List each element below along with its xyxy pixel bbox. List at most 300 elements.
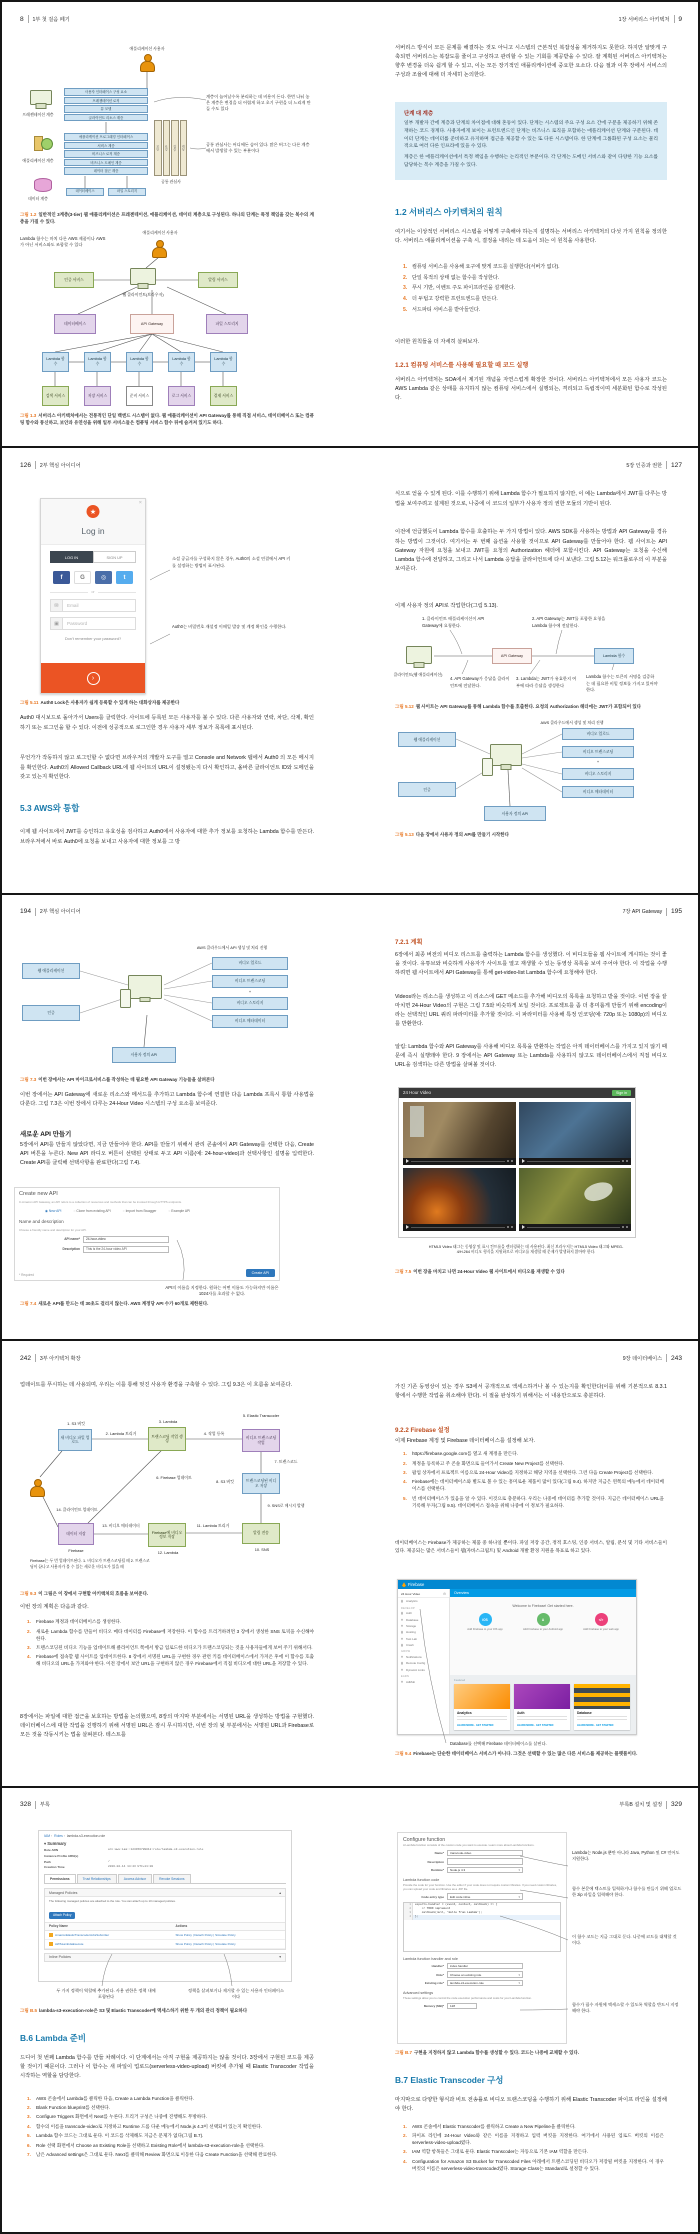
tab-trust[interactable]: Trust Relationships	[77, 1874, 117, 1883]
annotation: Lambda는 Node.js 뿐만 아니라 Java, Python 및 C# 언어도 지원한다.	[572, 1849, 680, 1861]
feature-box: 비디오 업로드	[562, 728, 634, 740]
page-header	[20, 1354, 81, 1362]
video-thumbnail	[519, 1168, 632, 1224]
password-placeholder: Password	[67, 621, 88, 627]
database-icon	[34, 178, 52, 192]
list-item: 서드파티 서비스를 받아들인다.	[412, 306, 481, 313]
page-194	[2, 895, 350, 1339]
arrow-icon: ›	[87, 672, 100, 685]
lock-icon: ▣	[51, 618, 63, 629]
annotation: 계층이 늘어날수록 분리하는 데 비용이 든다. 한번 나눠 놓은 계층은 변경을 더 어렵게 하고 초기 구현을 더 느리게 만들 수도 있다	[206, 94, 311, 112]
video-thumbnail	[403, 1102, 516, 1158]
table-header: Policy Name Actions	[45, 1922, 285, 1931]
figure-number: 그림 B.5	[20, 2007, 37, 2013]
web-app-box: 웹 애플리케이션	[22, 963, 80, 979]
annotation-connector	[350, 1341, 698, 1785]
lambda-box: Lambda 함수	[42, 352, 69, 372]
dialog-title: Create new API	[19, 1190, 58, 1197]
annotation: 이 함수 코드는 지금 그대로 둔다. 나중에 코드를 대체할 것이다.	[572, 1933, 677, 1945]
video-player[interactable]	[403, 1168, 516, 1231]
field-label: Description	[427, 1859, 444, 1864]
list-item: https://firebase.google.com를 열고 새 계정을 만든다.	[412, 1451, 518, 1457]
notify-box: 알림 전송	[242, 1523, 280, 1544]
paragraph: 이제 웹 사이트에서 JWT를 승인하고 유효성을 검사하고 Auth0에서 사용자에 대한 추가 정보를 요청하는 Lambda 함수를 만든다. 브라우저에서 바로 Auth0에 요청을 보내고 사용자에 대한 정보를 그 방	[20, 829, 314, 845]
paragraph: 데이터베이스는 Firebase가 제공하는 제품 중 하나일 뿐이다. 파일 저장 공간, 정적 호스팅, 인증 서비스, 알림, 분석 및 기타 서비스들이 있다. 제공되는 많은 서비스들이 웹(자바스크립트) 및 Android 개발 환경 지원을 목표로 하고 있다.	[395, 1540, 667, 1553]
page-number: 329	[670, 1801, 682, 1809]
player-controls	[403, 1224, 516, 1231]
phone-icon	[482, 758, 493, 776]
chapter-title: 7장 API Gateway	[622, 909, 663, 916]
tier-label: 프레젠테이션 계층	[22, 112, 54, 117]
mail-icon: ✉	[51, 600, 63, 611]
chapter-title: 9장 데이터베이스	[622, 1355, 663, 1362]
client-label: 웹 클라이언트(브라우저)	[122, 292, 164, 297]
video-player[interactable]	[519, 1168, 632, 1231]
attach-policy-button[interactable]: Attach Policy	[49, 1912, 75, 1919]
step-label: 4. 작업 등록	[203, 1431, 225, 1437]
inline-policies-bar[interactable]: Inline Policies ▾	[44, 1953, 286, 1962]
figure-number: 그림 1.2	[20, 212, 37, 217]
annotation: HTML5 Video 태그는 동영상 및 표시 컨트롤을 렌더링하는 데 사용된다. 최신 브라우저는 HTML5 Video 태그와 MPEG-4/H.264 비디오 형식을 지원하므로 비디오를 재생할 때 문제가 발생하지 않아야 한다.	[428, 1244, 624, 1255]
spread-row-5	[2, 1788, 698, 2232]
page-header	[626, 461, 682, 469]
auth0-logo-icon: ★	[87, 505, 100, 518]
list-item: Blank Function blueprint를 선택한다.	[36, 2105, 111, 2111]
step-label: 9. SNS로 메시지 발행	[267, 1503, 305, 1509]
breadcrumb-link[interactable]: Roles	[54, 1833, 63, 1838]
step-label: 6. Firebase 업데이트	[156, 1475, 192, 1481]
auth-card[interactable]: Auth LEARN MORE · GET STARTED	[514, 1684, 570, 1731]
android-button[interactable]: A	[537, 1613, 550, 1626]
client-label: 클라이언트(웹 애플리케이션)	[393, 672, 443, 678]
api-gateway-box: API Gateway	[492, 648, 532, 664]
paragraph: 6장에서 최종 버전의 비디오 리스트를 출력하는 Lambda 함수를 생성했다. 이 비디오들을 웹 사이트에 게시하는 것이 좋을 것이다. 유튜브와 비슷하게 사용자가 사이트를 열고 재생할 수 있는 동영상 목록을 보여 주어야 한다. 이 작업을 수행하려면 웹 사이트에서 API Gateway를 통해 get-video-list Lambda 함수에 요청해야 한다.	[395, 951, 667, 977]
sidebar-item[interactable]: Hosting	[398, 1629, 449, 1635]
breadcrumb-link[interactable]: IAM	[44, 1833, 51, 1838]
service-box: 저장 서비스	[84, 386, 111, 406]
handler-section-heading: Lambda function handler and role	[403, 1956, 458, 1961]
radio-clone[interactable]: ○ Clone from existing API	[73, 1208, 111, 1213]
part-title: 2부 핵심 아이디어	[39, 909, 81, 916]
play-icon	[406, 1225, 409, 1229]
file-storage-box: 파일 스토리지	[108, 188, 146, 196]
paragraph: 여기서는 이상적인 서버리스 시스템을 어떻게 구축해야 하는지 설명하는 서버리스 아키텍처의 다섯 가지 원칙을 정의한다. 서버리스 애플리케이션을 구축 시, 결정을 내리는 데 도움이 되는 이 원칙을 사용한다.	[395, 229, 667, 245]
radio-import[interactable]: ○ Import from Swagger	[122, 1208, 157, 1213]
paragraph: Videos라는 리소스를 생성하고 이 리소스에 GET 메소드를 추가해 비디오의 목록을 요청하고 받을 것이다. 이번 장을 끝마치면 24-Hour Video의 구현은 그림 7.5와 비슷하게 보일 것이다. 프로젝트를 좀 더 흥미롭게 만들기 위해 encoding이라는 선택적인 URL 쿼리 파라미터를 추가할 것이다. 이 파라미터를 사용해 특정 인코딩(예: 720p 또는 1080p)의 비디오를 반환한다.	[395, 993, 667, 1028]
service-box: 준비 서비스	[126, 386, 153, 406]
page-number: 195	[670, 908, 682, 916]
project-selector[interactable]: 24 Hour Video ⚙	[398, 1590, 449, 1598]
login-tab[interactable]: LOG IN	[50, 551, 93, 563]
web-app-box: 웹 애플리케이션	[398, 732, 456, 747]
database-box: 데이터베이스	[66, 188, 104, 196]
part-title: 3부 아키텍처 확장	[39, 1355, 81, 1362]
monitor-icon	[30, 90, 52, 105]
annotation: 2. API Gateway는 JWT를 포함한 요청을 Lambda 함수에 전달한다.	[532, 616, 606, 628]
policy-link[interactable]: AmazonElasticTranscoderJobsSubmitter	[55, 1932, 110, 1937]
step-label: 10. SNS	[254, 1547, 270, 1553]
paragraph: Auth0 대시보드로 돌아가서 Users를 클릭한다. 사이트에 등록된 모든 사용자를 볼 수 있다. 다른 사용자와 연락, 차단, 삭제, 확인하기 또는 로그인을 할 수 있다. 이전에 성공적으로 로그인한 경우 사용자 세부 정보가 목록에 표시된다.	[20, 715, 314, 731]
page-9	[350, 2, 698, 446]
collapse-icon[interactable]: ▴	[279, 1890, 281, 1895]
player-controls	[519, 1224, 632, 1231]
handler-input[interactable]: index.handler	[447, 1963, 523, 1970]
web-button[interactable]: </>	[595, 1613, 608, 1626]
console-subtitle: A Lambda function consists of the custom code you want to execute. Learn more about Lambda functions.	[403, 1843, 535, 1848]
list-item: Role 선택 화면에서 Choose an Existing Role을 선택하고 Existing Role에서 lambda-s3-execution-role을 선택한다.	[36, 2142, 265, 2148]
google-button[interactable]: G	[74, 571, 91, 584]
key-value-row: Instance Profile ARN(s)	[44, 1854, 79, 1859]
site-title: 24 Hour Video	[403, 1090, 431, 1096]
header-divider	[666, 461, 667, 469]
part-title: 2부 핵심 아이디어	[39, 462, 81, 469]
video-thumbnail	[519, 1102, 632, 1158]
spread-row-3	[2, 895, 698, 1341]
list-item: 단일 목적의 상태 없는 함수를 작성한다.	[412, 274, 500, 281]
page-195	[350, 895, 698, 1339]
required-note: * Required	[19, 1272, 35, 1277]
figure-caption: 그림 9.3 이 그림은 이 장에서 구현할 아키텍처의 흐름을 보여준다.	[20, 1591, 149, 1597]
featured-label: Featured	[454, 1677, 466, 1682]
field-label: Handler*	[431, 1964, 444, 1969]
page-242	[2, 1341, 350, 1785]
feature-box: 비디오 메타데이터	[562, 786, 634, 798]
sidebar-item[interactable]: Analytics	[398, 1598, 449, 1604]
annotation: Database를 선택해 Firebase 데이터베이스를 살핀다.	[450, 1741, 547, 1747]
figure-number: 그림 7.3	[20, 1076, 37, 1082]
list-item: 팝업 상자에서 프로젝트 이름으로 24-Hour Video를 지정하고 해당 지역을 선택한다. 그런 다음 Create Project를 선택한다.	[412, 1470, 653, 1475]
page-number: 242	[20, 1354, 32, 1362]
sidebar-group-label: DEVELOP	[401, 1606, 415, 1610]
advanced-settings-heading: Advanced settings	[403, 1991, 434, 1996]
step-label: 3. Lambda	[158, 1419, 178, 1425]
file-storage-box: 파일 스토리지	[206, 314, 248, 334]
header-divider	[35, 908, 36, 916]
signup-tab[interactable]: SIGN UP	[93, 551, 136, 563]
spread-row-4	[2, 1341, 698, 1787]
lambda-box: Lambda 함수	[168, 352, 195, 372]
part-title: 1부 첫 걸음 떼기	[32, 16, 70, 23]
figure-5-12-diagram	[350, 616, 698, 702]
paragraph: 드디어 첫 번째 Lambda 함수를 만들 차례이다. 이 단계에서는 아직 구현을 제공하지는 않을 것이다. 3장에서 구현된 코드를 제공할 것이기 때문이다. 그러나 이 함수는 새 파일이 업로드(serverless-video-upload) 버킷에 추가될 때 Elastic Transcoder 작업을 시작하는 역할을 담당한다.	[20, 2054, 314, 2079]
sidebar-group-label: GROW	[401, 1650, 411, 1654]
video-grid	[399, 1098, 635, 1235]
sidebar-item[interactable]: Crash	[398, 1642, 449, 1648]
stack-row: 뷰 모델	[64, 105, 148, 113]
sidebar-item[interactable]: Auth	[398, 1610, 449, 1616]
field-label: Code entry type	[421, 1894, 444, 1899]
stack-row: 비즈니스 로직 계층	[64, 150, 148, 158]
step-label: 13. 비디오 메타데이터	[102, 1523, 140, 1529]
note-box	[395, 102, 667, 180]
section-heading: 1.2 서버리스 아키텍처의 원칙	[395, 207, 503, 217]
code-section-heading: Lambda function code	[403, 1878, 440, 1883]
monitor-icon	[490, 744, 522, 766]
email-placeholder: Email	[67, 603, 79, 609]
diagram-label: 애플리케이션 사용자	[129, 46, 165, 51]
annotation: 함수가 필수 자원에 액세스할 수 있도록 역할을 반드시 지정해야 한다.	[572, 2001, 679, 2013]
stack-row: 클라이언트 리소스 계층	[64, 114, 148, 122]
figure-1-2-diagram	[2, 42, 350, 210]
annotation: 두 가지 정책이 역할에 추가된다. 사용 권한은 정책 내에 포함된다	[56, 1987, 156, 1999]
or-divider: or	[50, 590, 136, 594]
user-icon	[30, 1479, 43, 1495]
annotation: 소셜 공급자를 구성하지 않은 경우, Auth0의 소셜 연결에서 API 키를 설정하는 방법이 표시된다.	[172, 556, 291, 568]
role-select[interactable]: Choose an existing role ▾	[447, 1971, 523, 1978]
user-icon	[152, 240, 165, 256]
sign-in-button[interactable]: Sign in	[612, 1090, 631, 1096]
summary-heading: ▾ Summary	[44, 1840, 67, 1846]
list-item: Firebase에 접속할 웹 사이트를 업데이트한다. 8 장에서 서명된 URL을 구현한 경우 관련 키를 데이터베이스에서 가져온 후에 이 함수를 호출해 비디오의 URL을 가져와야 한다. 이전 장에서 보안 URL을 구현하지 않은 경우 Firebase에서 직접 비디오에 대한 URL을 저장할 수 있다.	[36, 1654, 314, 1667]
subheading: 새로운 API 만들기	[20, 1130, 72, 1138]
transcoder-steps-list	[402, 2124, 664, 2175]
annotation: 1. 클라이언트 애플리케이션이 API Gateway에 요청한다.	[422, 616, 485, 628]
note-body: 일부 개발자 간에 계층과 단계의 차이점에 대해 혼동이 있다. 단계는 시스템의 주요 구성 요소 간에 구분을 제공하기 위해 존재하는 코드 경계다. 사용자에게 보이는 프런트엔드인 단계는 비즈니스 로직을 포함하는 애플리케이션 단계와 구분된다. 데이터 단계는 데이터를 준비하고 유지하며 접근을 제공할 수 있는 또 다른 시스템이다. 한 단계에 그룹화된 구성 요소는 물리적으로 여러 다른 인프라에 있을 수 있다.	[404, 121, 658, 150]
policy-actions[interactable]: Show Policy | Detach Policy | Simulate Policy	[175, 1932, 236, 1937]
feature-box: 비디오 트랜스코딩	[562, 746, 634, 758]
paragraph: 8장에서는 파일에 대한 접근을 보호하는 방법을 논의했으며, 8장의 마지막 부분에서는 서명된 URL을 생성하는 방법을 구현했다. 데이터베이스에 대한 작업을 진행하기 위해 서명된 URL은 잠시 무시하지만, 이번 장의 뒷 부분에서는 서명된 URL과 Firebase로 모든 것을 작동시키는 법을 살펴본다. 테스트를	[20, 1714, 314, 1739]
video-thumbnail	[403, 1168, 516, 1224]
page-header	[619, 15, 682, 23]
chevron-down-icon: ▾	[518, 1868, 520, 1873]
figure-caption: 그림 9.4 Firebase는 단순한 데이터베이스 서비스가 아니다. 그것은 선택할 수 있는 많은 다른 서비스를 제공하는 플랫폼이다.	[395, 1751, 638, 1757]
expand-icon: ▾	[279, 1955, 281, 1959]
figure-number: 그림 5.13	[395, 832, 414, 838]
chapter-plan-list	[26, 1619, 314, 1670]
annotation: Auth0는 비밀번호 재설정 이메일 발송 및 계정 확인을 수행한다.	[172, 624, 287, 630]
feature-box: 비디오 업로드	[212, 957, 288, 970]
spread-row-1	[2, 2, 698, 448]
application-stack	[64, 133, 148, 176]
play-icon	[522, 1159, 525, 1163]
paragraph: 이제 사용자 정의 API로 작업한다(그림 5.13).	[395, 603, 498, 610]
description-input[interactable]: This is the 24-hour video API	[83, 1246, 169, 1253]
monitor-icon	[128, 975, 162, 999]
page-number: 9	[678, 15, 682, 23]
runtime-select[interactable]: Node.js 4.3 ▾	[447, 1867, 523, 1874]
list-item: 함수의 이름을 transcode-video로 지정하고 Runtime 드롭 다운 메뉴에서 Node.js 4.3이 선택되어 있는지 확인한다.	[36, 2123, 262, 2129]
bar: 로깅	[163, 120, 171, 176]
figure-caption: 그림 B.7 구현을 지정하지 않고 Lambda 함수를 생성할 수 있다. 코드는 나중에 교체할 수 있다.	[395, 2049, 580, 2055]
stack-row: 데이터 접근 계층	[64, 167, 148, 175]
forgot-password-link[interactable]: Don't remember your password?	[64, 636, 122, 642]
page-number: 127	[670, 461, 682, 469]
page-number: 126	[20, 461, 32, 469]
page-8	[2, 2, 350, 446]
list-item: 컴퓨팅 서비스를 사용해 요구에 맞게 코드를 실행한다(서버가 없다).	[412, 264, 560, 270]
note-title: 단계 대 계층	[404, 111, 434, 117]
paragraph: 5장에서 API를 만들지 않았다면, 지금 만들어야 한다. API를 만들기 위해서 관리 콘솔에서 API Gateway를 선택한 다음, Create API 버튼을 누른다. New API 라디오 버튼이 선택된 상태로 두고 API 이름(예: 24-hour-video)과 선택사항인 설명을 입력한다. Create API를 클릭해 선택사항을 완료한다(그림 7.4).	[20, 1141, 314, 1167]
paragraph: 무언가가 작동하지 않고 로그인할 수 없다면 브라우저의 개발자 도구를 열고 Console and Network 탭에서 Auth0 의 모든 메시지를 확인한다. Auth0의 Allowed Callback URL에 웹 사이트의 URL이 설정됐는지 다시 확인하고, 올바른 클라이언트 ID와 도메인을 갖고 있는지 확인한다.	[20, 755, 314, 780]
create-job-box: 트랜스코딩 작업 생성	[148, 1427, 186, 1451]
24-hour-video-screenshot	[398, 1087, 636, 1238]
tab-access-advisor[interactable]: Access Advisor	[118, 1874, 152, 1883]
key-value-row: Role ARN arn:aws:iam::123456789012:role/lambda-s3-execution-role	[44, 1848, 204, 1853]
code-line: callback(null, 'Hello from Lambda');	[415, 1911, 483, 1915]
code-hint: Provide the code for your function. Use the editor if your code does not require custom libraries. If you need custom libraries, you can upload your code and libraries as a .ZIP file.	[403, 1882, 557, 1891]
custom-api-box: 사용자 정의 API	[112, 1047, 176, 1063]
sidebar-item[interactable]: Notifications	[398, 1654, 449, 1660]
api-name-input[interactable]: 24-hour-video	[83, 1236, 169, 1243]
step-label: 7. 트랜스코드	[274, 1459, 298, 1465]
page-243	[350, 1341, 698, 1785]
play-icon	[406, 1159, 409, 1163]
sidebar-item[interactable]: Dynamic Links	[398, 1667, 449, 1673]
note-body: 계층은 한 애플리케이션에서 특정 책임을 수행하는 논리적인 부분이다. 각 단계는 도메인 서비스와 같이 다양한 기능 요소를 담당하는 복수 계층을 가질 수 있다.	[404, 155, 658, 168]
sidebar-item[interactable]: Test Lab	[398, 1636, 449, 1642]
section-heading: 5.3 AWS와 통합	[20, 803, 80, 814]
video-player[interactable]	[519, 1102, 632, 1165]
list-item: 푸시 기반, 이벤트 주도 파이프라인을 설계한다.	[412, 285, 516, 292]
tab-revoke[interactable]: Revoke Sessions	[153, 1874, 190, 1883]
figure-caption: 그림 5.13 다음 장에서 사용자 정의 API를 만들기 시작한다	[395, 832, 509, 838]
annotation: 정책을 살펴보거나 제거할 수 있는 사용자 인터페이스이다	[188, 1987, 284, 1999]
transcode-job-box: 비디오 트랜스코딩 작업	[242, 1429, 280, 1452]
stack-row: 사용자 인터페이스 구성 요소	[64, 88, 148, 96]
sidebar-item[interactable]: Database	[398, 1616, 449, 1622]
sidebar-item[interactable]: Remote Config	[398, 1660, 449, 1666]
panel-title: Managed Policies	[49, 1890, 78, 1895]
page-328	[2, 1788, 350, 2232]
stack-row: 프레젠테이션 로직	[64, 97, 148, 105]
sidebar-item[interactable]: Storage	[398, 1623, 449, 1629]
page-number: 328	[20, 1801, 32, 1809]
upload-box: 새 비디오 파일 업로드	[58, 1429, 92, 1451]
sidebar-group-label: EARN	[401, 1674, 410, 1678]
create-api-button[interactable]: Create API	[246, 1269, 275, 1277]
chevron-down-icon: ▾	[518, 1972, 520, 1977]
list-item: Firebase에는 데이터베이스와 별도로 볼 수 있는 흥미로운 제품이 많이 있다(그림 9.4). 하지만 지금은 왼쪽의 메뉴에서 데이터베이스를 선택한다.	[412, 1479, 664, 1492]
gear-icon[interactable]: ⚙	[442, 1591, 446, 1596]
name-input[interactable]: transcode-video	[447, 1850, 523, 1857]
tier-label: 데이터 계층	[28, 196, 48, 201]
annotation: Lambda 함수는 토큰의 서명을 검증하는 데 필요한 비밀 정보를 가지고 있어야 한다.	[586, 674, 658, 692]
close-icon[interactable]: ×	[138, 500, 142, 507]
figure-1-3-diagram	[2, 230, 350, 410]
page-number: 243	[670, 1354, 682, 1362]
list-item: Firebase 계정과 데이터베이스를 생성한다.	[36, 1619, 122, 1625]
auth0-title: Log in	[81, 526, 105, 537]
annotation: 공통 관심사는 어디에든 숨어 있다. 많은 버그는 다른 계층에서 발생할 수 있는 부분이다	[206, 142, 310, 154]
globe-icon	[41, 138, 53, 150]
video-player[interactable]	[403, 1102, 516, 1165]
page-number: 8	[20, 15, 24, 23]
paragraph: 서버리스 아키텍처는 SOA에서 제기된 개념을 자연스럽게 확장한 것이다. 서버리스 아키텍처에서 모든 사용자 코드는 AWS Lambda 같은 상태를 유지하지 않는 컴퓨팅 서비스에서 실행되는, 격리되고 독립적이며 세분화된 함수로 작성된다.	[395, 377, 667, 402]
chapter-title: 5장 인증과 권한	[626, 462, 663, 469]
phone-icon	[120, 989, 131, 1008]
figure-number: 그림 5.11	[20, 700, 39, 706]
facebook-button[interactable]: f	[53, 571, 70, 584]
play-icon	[522, 1225, 525, 1229]
annotation-connectors	[2, 448, 350, 708]
chapter-title: 부록B 설치 및 설정	[619, 1802, 663, 1809]
header-divider	[666, 908, 667, 916]
field-label: Runtime*	[430, 1868, 444, 1873]
diagram-label: AWS 클라우드에서 생성 및 처리 진행	[540, 720, 604, 726]
annotation: Firebase는 두 번 업데이트된다. 1. 비디오가 트랜스코딩될 때 2. 트랜스코딩이 끝나고 사용자가 볼 수 있는 새로운 비디오가 있을 때	[30, 1559, 150, 1569]
ios-button[interactable]: iOS	[479, 1613, 492, 1626]
tab-permissions[interactable]: Permissions	[44, 1874, 76, 1883]
list-item: 더 두텁고 강력한 프런트엔드를 만든다.	[412, 295, 498, 302]
service-box: 로그 서비스	[168, 386, 195, 406]
page-header	[20, 15, 70, 23]
database-box: 데이터베이스	[54, 314, 96, 334]
social-button[interactable]: ◎	[95, 571, 112, 584]
radio-example[interactable]: ○ Example API	[168, 1208, 191, 1213]
list-item: 남은 Advanced settings은 그대로 둔다. Next를 클릭해 Review 화면으로 이동한 다음 Create Function을 선택해 완료한다.	[36, 2151, 278, 2157]
subsection-heading: 1.2.1 컴퓨팅 서비스를 사용해 필요할 때 코드 실행	[395, 362, 529, 369]
key-value-row: Creation Time 2016-02-14 14:43 UTC+11:00	[44, 1865, 154, 1870]
lambda-steps-list	[26, 2096, 314, 2162]
firebase-brand: Firebase	[408, 1582, 425, 1588]
diagram-label: AWS 클라우드에서 API 생성 및 처리 진행	[196, 944, 268, 950]
console-title: Configure function	[403, 1836, 446, 1843]
figure-caption: 그림 1.3 서버리스 아키텍처에서는 전통적인 단일 백엔드 시스템이 없다. 웹 애플리케이션이 API Gateway를 통해 직접 서비스, 데이터베이스 또는 컴퓨팅 함수와 통신하고, 보안과 유연성을 위해 일부 서비스들은 컴퓨팅 서비스 함수 뒤에 숨겨져 있기도 하다.	[20, 413, 314, 425]
key-value-row: Path /	[44, 1859, 110, 1864]
header-divider	[28, 15, 29, 23]
sidebar-item[interactable]: AdMob	[398, 1678, 449, 1684]
database-card[interactable]: Database LEARN MORE · GET STARTED	[574, 1684, 630, 1731]
figure-7-3-diagram	[2, 941, 350, 1073]
paragraph: 마지막으로 다양한 형식과 비트 전송률로 비디오 트랜스코딩을 수행하기 위해 Elastic Transcoder 파이프 라인을 설정해야 한다.	[395, 2096, 667, 2112]
step-label: 8. S3 버킷	[216, 1479, 234, 1485]
field-label: Name*	[434, 1851, 444, 1856]
step-label: 12. Lambda	[157, 1550, 179, 1556]
list-item: 빈 데이터베이스가 있음을 알 수 있다. 이것으로 충분하다. 우리는 나중에 데이터를 추가할 것이다. 지금은 데이터베이스 URL을 기록해 두자(그림 9.5). 데이터베이스 접속을 위해 나중에 이 정보가 필요하다.	[412, 1495, 664, 1508]
step-label: 11. Lambda 트리거	[196, 1523, 230, 1529]
field-label: Memory (MB)*	[423, 2003, 444, 2008]
page-header	[20, 908, 81, 916]
stack-row: 애플리케이션 프로그래밍 인터페이스	[64, 133, 148, 141]
dialog-subtitle: In Amazon API Gateway, an API refers to a collection of resources and methods that can be invoked through HTTPS endpoints.	[19, 1199, 182, 1204]
page-number: 194	[20, 908, 32, 916]
paragraph: 업데이트를 푸시하는 데 사용되며, 우리는 이를 통해 멋진 사용자 환경을 구축할 수 있다. 그림 9.3은 이 흐름을 보여준다.	[20, 1382, 293, 1389]
step-label: 1. S3 버킷	[67, 1421, 85, 1427]
presentation-stack	[64, 88, 148, 122]
annotation: 4. API Gateway가 응답을 클라이언트에 전달한다.	[450, 676, 510, 688]
section-heading: B.6 Lambda 준비	[20, 2032, 86, 2043]
policy-actions[interactable]: Show Policy | Detach Policy | Simulate Policy	[175, 1941, 236, 1946]
figure-number: 그림 7.5	[395, 1268, 412, 1274]
radio-new-api[interactable]: ◉ New API	[45, 1208, 62, 1213]
list-item: Configure Triggers 화면에서 Next를 누른다. 트리거 구성은 나중에 진행해도 무방하다.	[36, 2114, 207, 2120]
memory-input[interactable]: 128	[447, 2003, 477, 2010]
subsection-heading: 7.2.1 계획	[395, 938, 423, 946]
client-monitor-icon	[406, 646, 432, 664]
annotation: 3. Lambda는 JWT가 유효한지 여부에 따라 응답을 생성한다	[516, 676, 577, 688]
feature-box: 비디오 스토리지	[562, 768, 634, 780]
paragraph: 이전에 언급했듯이 Lambda 함수를 호출하는 두 가지 방법이 있다. AWS SDK를 사용하는 방법과 API Gateway를 경유하는 방법이 그것이다. 여기서는 두 번째 옵션을 사용할 것이므로 API Gateway를 만들어야 한다. 웹 사이트는 API Gateway 자원에 요청을 보내고 JWT를 요청의 Authorization 헤더에 포함시킨다. API Gateway는 요청을 수신해 Lambda 함수에 전달하고, 그리고 나서 Lambda 응답을 클라이언트에 다시 보낸다. 그림 5.12는 워크플로우의 이 부분을 보여준다.	[395, 529, 667, 572]
existing-role-select[interactable]: lambda-s3-execution-role ▾	[447, 1980, 523, 1987]
figure-9-3-diagram	[2, 1407, 350, 1587]
field-label: API name*	[64, 1237, 80, 1242]
analytics-card[interactable]: Analytics LEARN MORE · GET STARTED	[454, 1684, 510, 1731]
page-126	[2, 448, 350, 892]
breadcrumb-current: lambda-s3-execution-role	[66, 1833, 106, 1838]
notify-service-box: 알림 서비스	[198, 272, 238, 288]
user-icon	[140, 54, 153, 70]
policy-link[interactable]: AWSLambdaExecute	[55, 1941, 84, 1946]
figure-caption: 그림 5.11 Auth0 Lock은 사용자가 쉽게 등록할 수 있게 하는 대화상자를 제공한다	[20, 700, 180, 706]
panel-text: The following managed policies are attached to the role. You can attach up to 10 managed policies.	[49, 1899, 176, 1903]
annotation: API의 이름을 지정한다. 원하는 어떤 이름도 가능하지만 이름은 1024자를 초과할 수 없다.	[165, 1284, 279, 1296]
code-entry-select[interactable]: Edit code inline ▾	[447, 1893, 523, 1900]
twitter-button[interactable]: t	[116, 571, 133, 584]
annotation: Lambda 함수는 마치 다른 AWS 제품이나 AWS가 아닌 서비스와도 조합할 수 있다	[20, 236, 106, 248]
code-line: // TODO implement	[415, 1907, 451, 1911]
hint-text: Choose a friendly name and description for your API.	[19, 1227, 87, 1232]
create-api-screenshot	[14, 1187, 280, 1281]
